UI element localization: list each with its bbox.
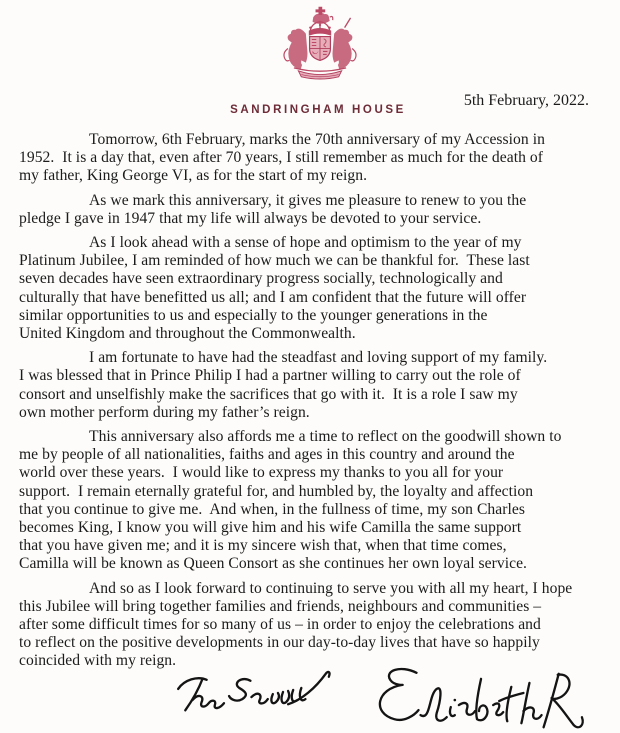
crest-shield <box>310 37 331 61</box>
letter-line: to reflect on the positive developments in our day-to-day lives that have so happily <box>19 634 540 652</box>
paragraph-1 <box>19 131 609 186</box>
paragraph-6 <box>19 580 609 671</box>
paragraph-2 <box>19 192 609 228</box>
paragraph-4 <box>19 349 609 422</box>
letter-line: support. I remain eternally grateful for, and humbled by, the loyalty and affection <box>19 482 534 500</box>
letter-line: 1952. It is a day that, even after 70 years, I still remember as much for the death of <box>19 149 543 167</box>
letter-line: pledge I gave in 1947 that my life will always be devoted to your service. <box>19 209 482 227</box>
letter-line: And so as I look forward to continuing to serve you with all my heart, I hope <box>89 579 573 597</box>
letter-line: seven decades have seen extraordinary progress socially, technologically and <box>19 270 503 288</box>
letter-line: becomes King, I know you will give him and his wife Camilla the same support <box>19 519 522 537</box>
letter-line: I am fortunate to have had the steadfast and loving support of my family. <box>89 349 548 367</box>
letter-line: As I look ahead with a sense of hope and optimism to the year of my <box>89 234 522 252</box>
letter-line: culturally that have benefitted us all; and I am confident that the future will offer <box>19 288 527 306</box>
letter-line: this Jubilee will bring together families and friends, neighbours and communities – <box>19 597 542 615</box>
royal-coat-of-arms-icon <box>279 5 361 83</box>
letter-line: own mother perform during my father’s reign. <box>19 403 310 421</box>
letter-line: coincided with my reign. <box>19 652 177 670</box>
letter-line: Tomorrow, 6th February, marks the 70th anniversary of my Accession in <box>89 131 545 148</box>
crest-lion-supporter <box>284 29 308 70</box>
letter-line: Camilla will be known as Queen Consort as she continues her own loyal service. <box>19 555 527 573</box>
letter-line: after some difficult times for so many of us – in order to enjoy the celebrations and <box>19 616 541 634</box>
paragraph-3 <box>19 234 609 343</box>
letter-date: 5th February, 2022. <box>463 92 589 109</box>
letter-body <box>19 131 609 677</box>
letter-line: that you continue to give me. And when, in the fullness of time, my son Charles <box>19 500 525 518</box>
crest-unicorn-supporter <box>332 18 356 69</box>
letter-line: I was blessed that in Prince Philip I had a partner willing to carry out the role of <box>19 367 521 385</box>
letter-line: This anniversary also affords me a time to reflect on the goodwill shown to <box>89 428 562 446</box>
letter-line: world over these years. I would like to express my thanks to you all for your <box>19 464 504 482</box>
crest-compartment <box>294 68 346 79</box>
letter-line: United Kingdom and throughout the Commonwealth. <box>19 325 356 343</box>
paragraph-5 <box>19 428 609 574</box>
letter-line: my father, King George VI, as for the start of my reign. <box>19 167 368 185</box>
letter-line: similar opportunities to us and especially to the younger generations in the <box>19 306 488 324</box>
letter-line: Platinum Jubilee, I am reminded of how much we can be thankful for. These last <box>19 252 530 270</box>
letterhead-house-name: SANDRINGHAM HOUSE <box>230 104 406 116</box>
letter-line: that you have given me; and it is my sincere wish that, when that time comes, <box>19 537 507 555</box>
signature-elizabeth-r <box>360 664 592 732</box>
letter-line: As we mark this anniversary, it gives me pleasure to renew to you the <box>89 191 527 209</box>
letter-line: consort and unselfishly make the sacrifices that go with it. It is a role I saw my <box>19 385 518 403</box>
letter-line: me by people of all nationalities, faiths and ages in this country and around the <box>19 446 515 464</box>
signature-closing-your-servant <box>170 668 338 716</box>
crest-crown <box>309 21 331 36</box>
